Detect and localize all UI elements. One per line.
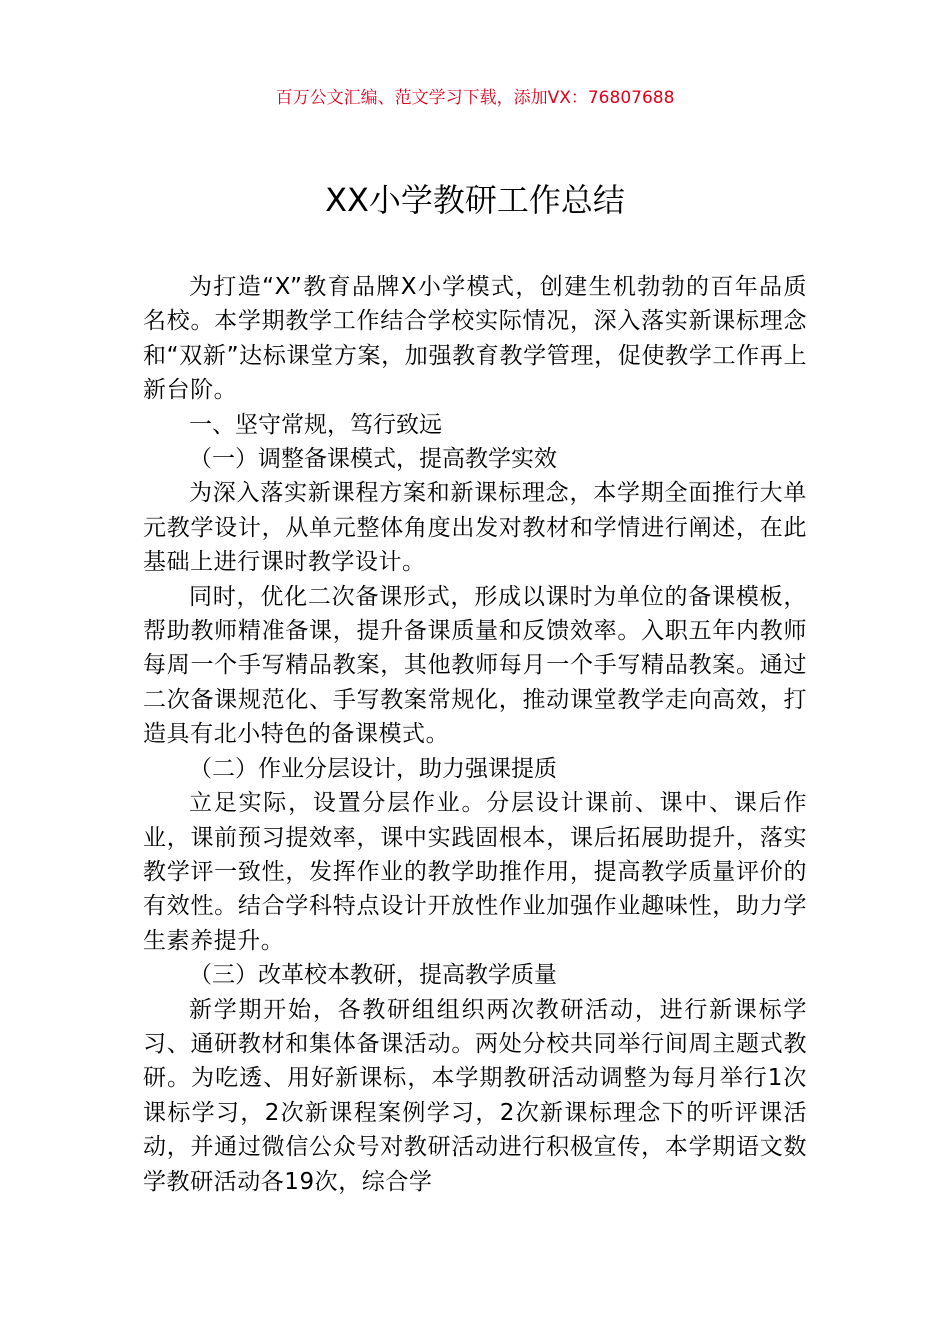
subsection-heading-3: （三）改革校本教研，提高教学质量 bbox=[189, 962, 557, 989]
subsection-heading-2: （二）作业分层设计，助力强课提质 bbox=[189, 755, 557, 782]
body-paragraph: 新学期开始，各教研组组织两次教研活动，进行新课标学习、通研教材和集体备课活动。两处分校共同举行间周主题式教研。为吃透、用好新课标，本学期教研活动调整为每月举行1次课标学习，2次新课程案例学习，2次新课标理念下的听评课活动，并通过微信公众号对教研活动进行积极宣传，本学期语文数学教研活动各19次，综合学 bbox=[143, 996, 807, 1195]
body-paragraph: 立足实际，设置分层作业。分层设计课前、课中、课后作业，课前预习提效率，课中实践固根本，课后拓展助提升，落实教学评一致性，发挥作业的教学助推作用，提高教学质量评价的有效性。结合学科特点设计开放性作业加强作业趣味性，助力学生素养提升。 bbox=[143, 790, 807, 954]
intro-paragraph: 为打造“X”教育品牌X小学模式，创建生机勃勃的百年品质名校。本学期教学工作结合学校实际情况，深入落实新课标理念和“双新”达标课堂方案，加强教育教学管理，促使教学工作再上新台阶。 bbox=[143, 274, 807, 404]
header-watermark-note: 百万公文汇编、范文学习下载，添加VX：76807688 bbox=[275, 88, 675, 108]
subsection-heading-1: （一）调整备课模式，提高教学实效 bbox=[189, 446, 557, 473]
document-body bbox=[143, 270, 807, 1199]
body-paragraph: 为深入落实新课程方案和新课标理念，本学期全面推行大单元教学设计，从单元整体角度出发对教材和学情进行阐述，在此基础上进行课时教学设计。 bbox=[143, 480, 807, 576]
section-heading-1: 一、坚守常规，笃行致远 bbox=[189, 411, 442, 438]
document-title: XX小学教研工作总结 bbox=[325, 181, 625, 219]
body-paragraph: 同时，优化二次备课形式，形成以课时为单位的备课模板，帮助教师精准备课，提升备课质量和反馈效率。入职五年内教师每周一个手写精品教案，其他教师每月一个手写精品教案。通过二次备课规范化、手写教案常规化，推动课堂教学走向高效，打造具有北小特色的备课模式。 bbox=[143, 583, 807, 748]
